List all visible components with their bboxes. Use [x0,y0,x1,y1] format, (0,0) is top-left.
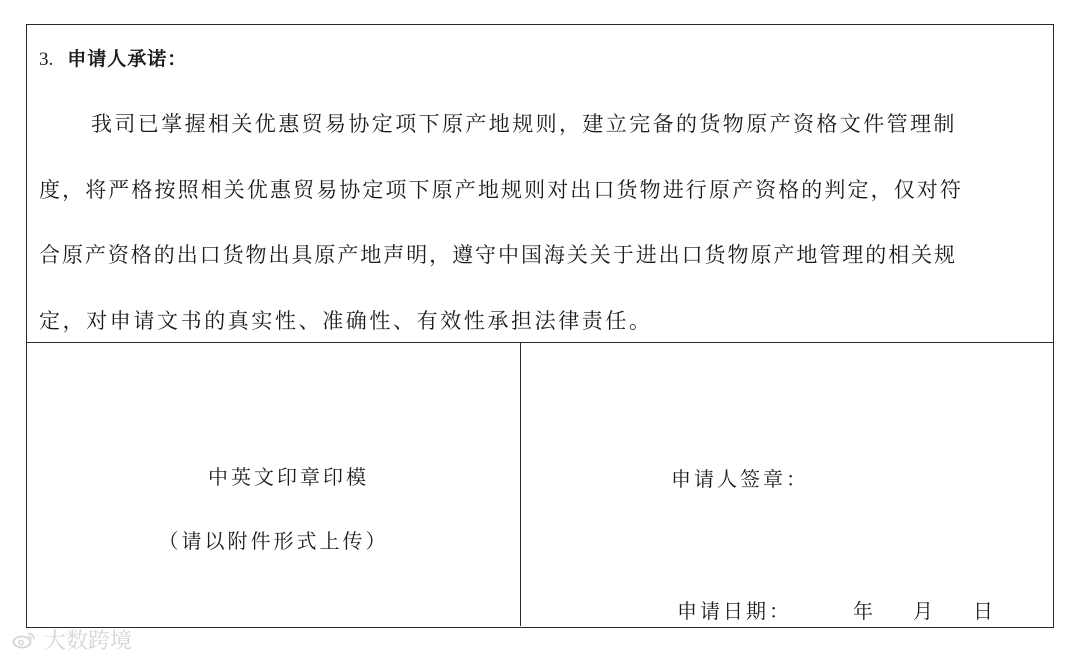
seal-label: 中英文印章印模 [208,465,369,489]
commitment-line-4: 定，对申请文书的真实性、准确性、有效性承担法律责任。 [39,309,653,333]
commitment-form [26,24,1054,628]
weibo-logo-icon [12,631,36,649]
commitment-line-3: 合原产资格的出口货物出具原产地声明，遵守中国海关关于进出口货物原产地管理的相关规 [39,243,957,267]
date-year-label: 年 [853,599,876,623]
section-heading [39,45,187,74]
watermark [12,624,132,655]
commitment-section [27,25,1053,343]
signature-cell[interactable] [521,343,1052,626]
section-number: 3. [39,49,54,70]
section-title: 申请人承诺： [67,48,188,70]
application-date-row [677,595,996,624]
commitment-line-1: 我司已掌握相关优惠贸易协定项下原产地规则，建立完备的货物原产资格文件管理制 [91,112,957,136]
date-label: 申请日期： [677,599,792,623]
commitment-line-2: 度，将严格按照相关优惠贸易协定项下原产地规则对出口货物进行原产资格的判定，仅对符 [39,178,963,202]
signature-label: 申请人签章： [671,467,809,491]
date-month-label: 月 [913,599,936,623]
seal-cell[interactable] [27,343,521,626]
watermark-text: 大数跨境 [44,629,133,654]
date-day-label: 日 [973,599,996,623]
seal-upload-note: （请以附件形式上传） [158,529,389,553]
